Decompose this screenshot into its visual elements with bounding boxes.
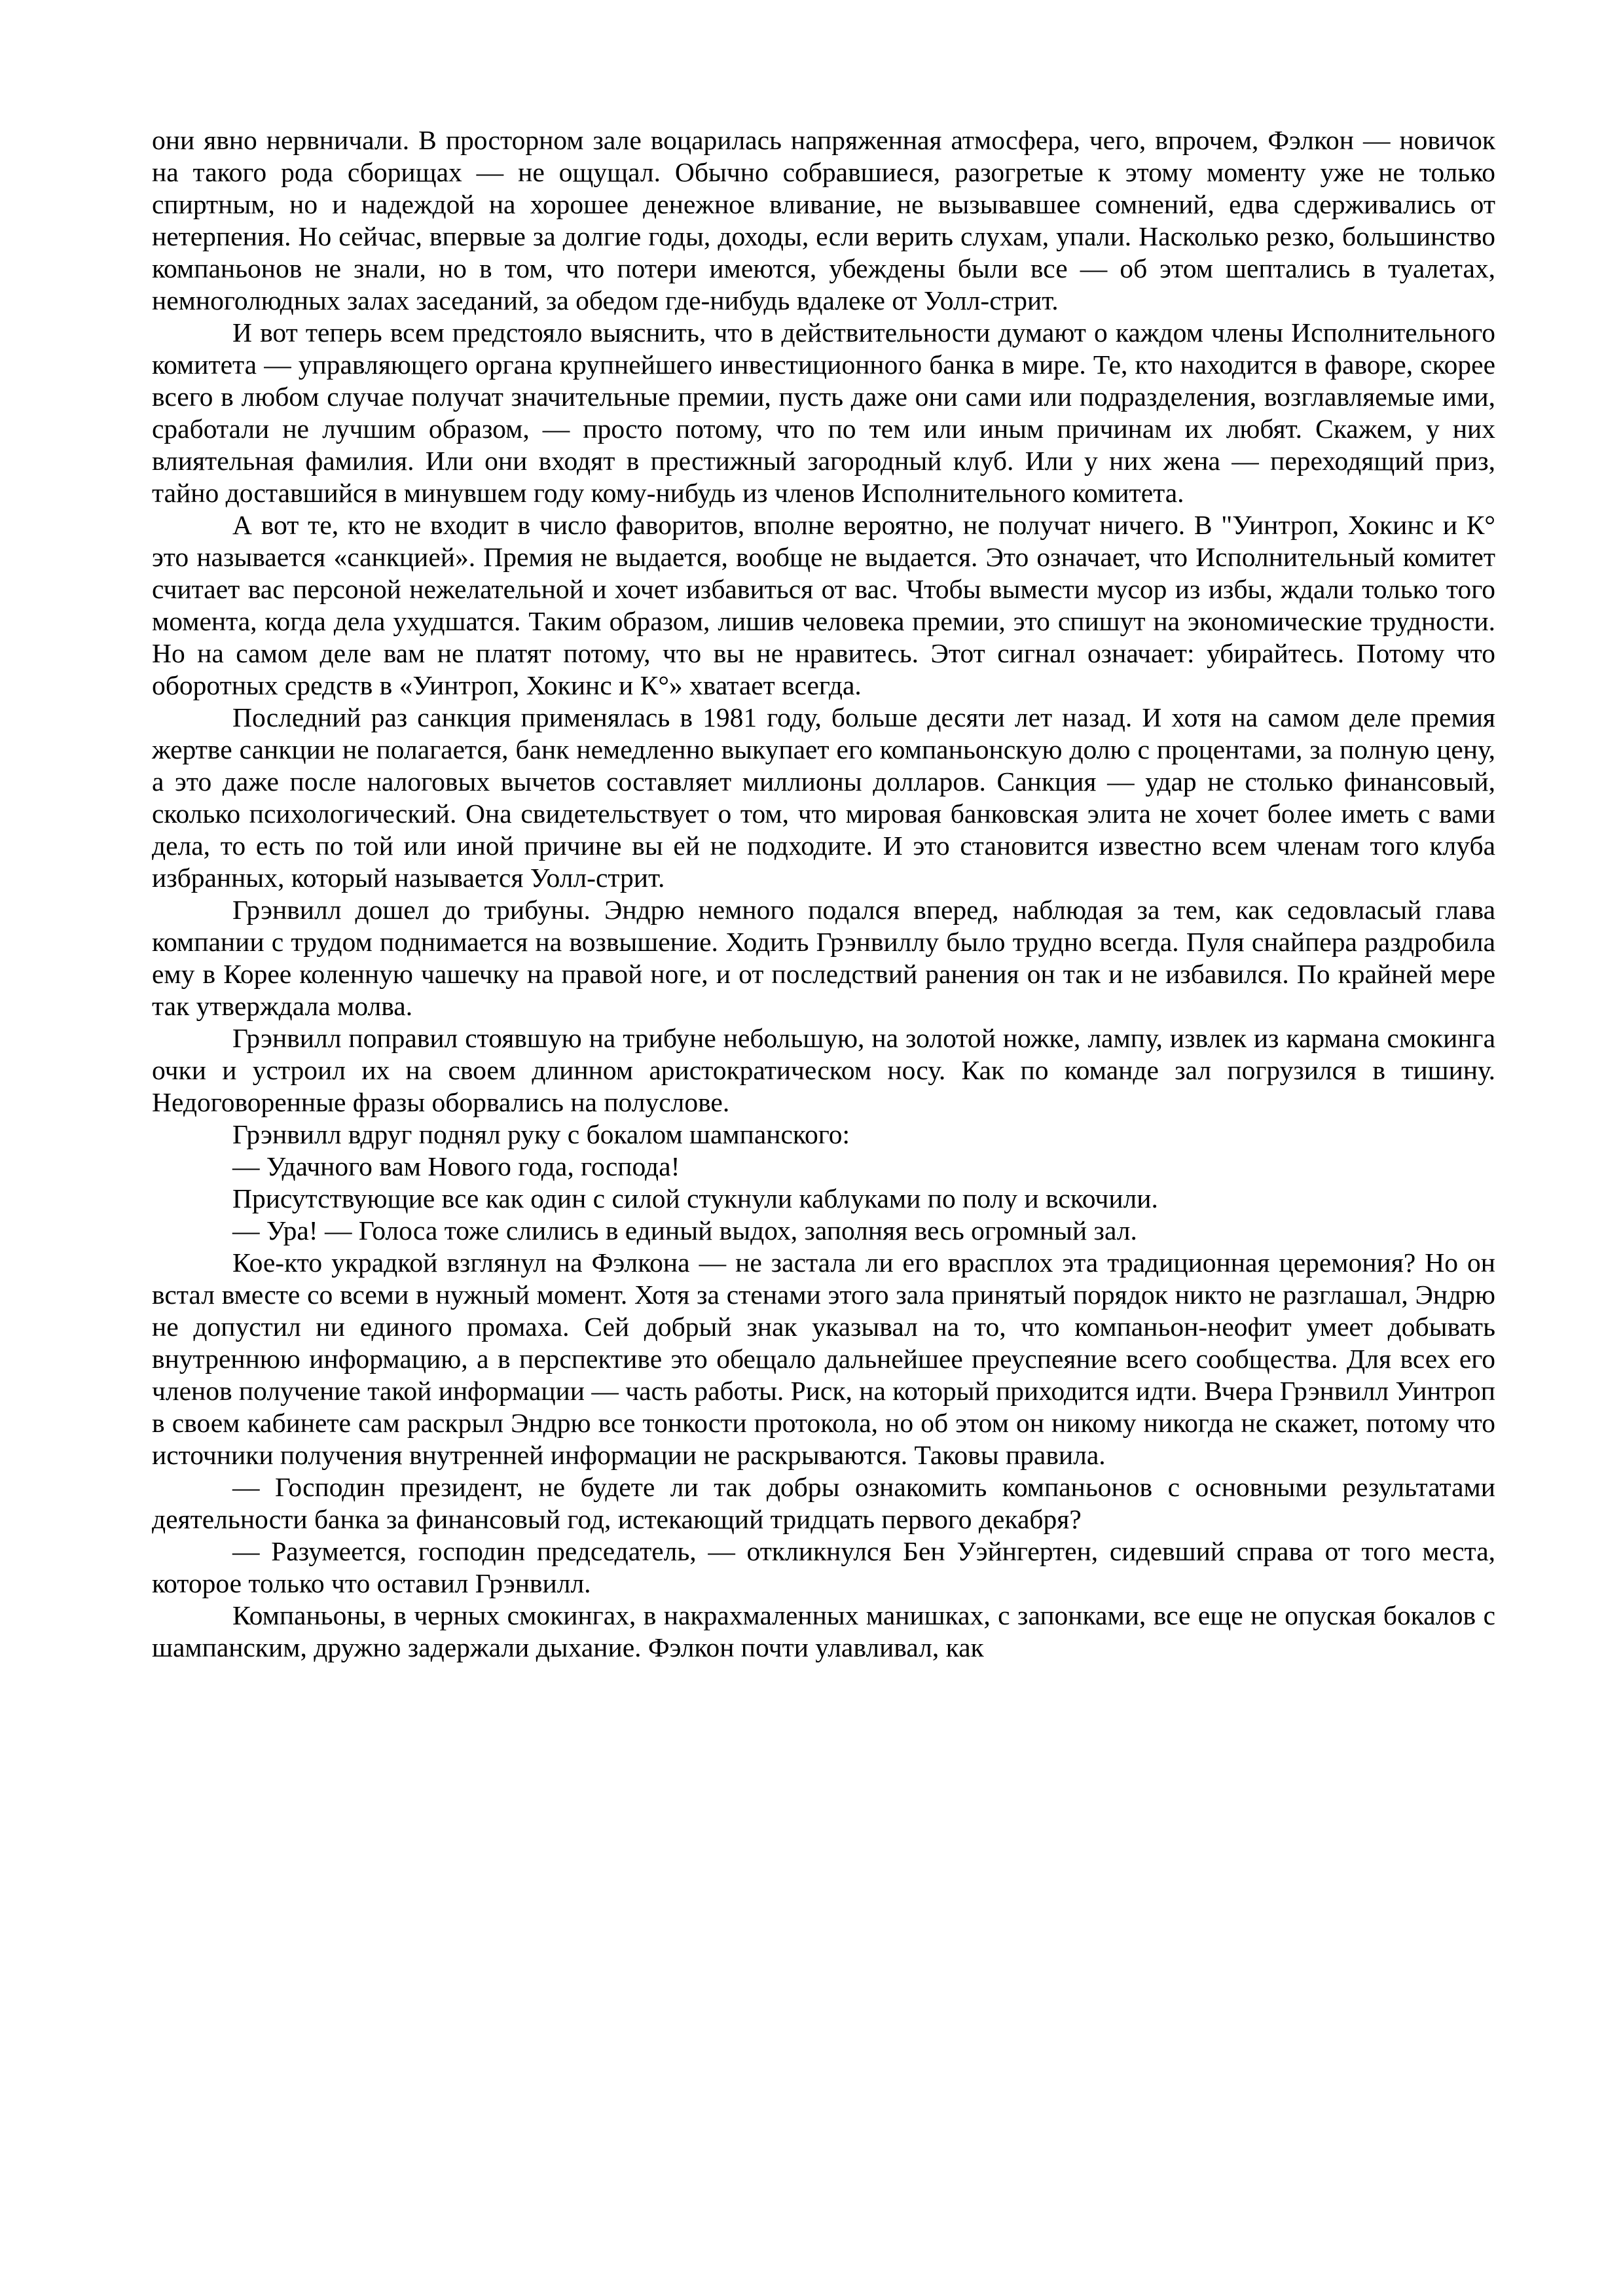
paragraph-12: — Господин президент, не будете ли так добры ознакомить компаньонов с основными результатами деятельности банка за финансовый год, истекающий тридцать первого декабря?: [152, 1472, 1495, 1534]
paragraph-14: Компаньоны, в черных смокингах, в накрахмаленных манишках, с запонками, все еще не опуская бокалов с шампанским, дружно задержали дыхание. Фэлкон почти улавливал, как: [152, 1600, 1495, 1662]
paragraph-5: Грэнвилл дошел до трибуны. Эндрю немного подался вперед, наблюдая за тем, как седовласый глава компании с трудом поднимается на возвышение. Ходить Грэнвиллу было трудно всегда. Пуля снайпера раздробила ему в Корее коленную чашечку на правой ноге, и от последствий ранения он так и не избавился. По крайней мере так утверждала молва.: [152, 895, 1495, 1021]
paragraph-4: Последний раз санкция применялась в 1981 году, больше десяти лет назад. И хотя на самом деле премия жертве санкции не полагается, банк немедленно выкупает его компаньонскую долю с процентами, за полную цену, а это даже после налоговых вычетов составляет миллионы долларов. Санкция — удар не столько финансовый, сколько психологический. Она свидетельствует о том, что мировая банковская элита не хочет более иметь с вами дела, то есть по той или иной причине вы ей не подходите. И это становится известно всем членам того клуба избранных, который называется Уолл-стрит.: [152, 702, 1495, 893]
paragraph-9: Присутствующие все как один с силой стукнули каблуками по полу и вскочили.: [232, 1183, 1158, 1213]
paragraph-1: они явно нервничали. В просторном зале воцарилась напряженная атмосфера, чего, впрочем, Фэлкон — новичок на такого рода сборищах — не ощущал. Обычно собравшиеся, разогретые к этому моменту уже не только спиртным, но и надеждой на хорошее денежное вливание, не вызывавшее сомнений, едва сдерживались от нетерпения. Но сейчас, впервые за долгие годы, доходы, если верить слухам, упали. Насколько резко, большинство компаньонов не знали, но в том, что потери имеются, убеждены были все — об этом шептались в туалетах, немноголюдных залах заседаний, за обедом где-нибудь вдалеке от Уолл-стрит.: [152, 125, 1495, 315]
paragraph-10: — Ура! — Голоса тоже слились в единый выдох, заполняя весь огромный зал.: [232, 1215, 1137, 1246]
paragraph-8: — Удачного вам Нового года, господа!: [232, 1151, 680, 1181]
paragraph-6: Грэнвилл поправил стоявшую на трибуне небольшую, на золотой ножке, лампу, извлек из кармана смокинга очки и устроил их на своем длинном аристократическом носу. Как по команде зал погрузился в тишину. Недоговоренные фразы оборвались на полуслове.: [152, 1023, 1495, 1117]
paragraph-13: — Разумеется, господин председатель, — откликнулся Бен Уэйнгертен, сидевший справа от того места, которое только что оставил Грэнвилл.: [152, 1536, 1495, 1598]
paragraph-7: Грэнвилл вдруг поднял руку с бокалом шампанского:: [232, 1119, 850, 1149]
paragraph-2: И вот теперь всем предстояло выяснить, что в действительности думают о каждом члены Исполнительного комитета — управляющего органа крупнейшего инвестиционного банка в мире. Те, кто находится в фаворе, скорее всего в любом случае получат значительные премии, пусть даже они сами или подразделения, возглавляемые ими, сработали не лучшим образом, — просто потому, что по тем или иным причинам их любят. Скажем, у них влиятельная фамилия. Или они входят в престижный загородный клуб. Или у них жена — переходящий приз, тайно доставшийся в минувшем году кому-нибудь из членов Исполнительного комитета.: [152, 317, 1495, 508]
document-page: [152, 124, 1495, 1664]
paragraph-3: А вот те, кто не входит в число фаворитов, вполне вероятно, не получат ничего. В "Уинтроп, Хокинс и К° это называется «санкцией». Премия не выдается, вообще не выдается. Это означает, что Исполнительный комитет считает вас персоной нежелательной и хочет избавиться от вас. Чтобы вымести мусор из избы, ждали только того момента, когда дела ухудшатся. Таким образом, лишив человека премии, это спишут на экономические трудности. Но на самом деле вам не платят потому, что вы не нравитесь. Этот сигнал означает: убирайтесь. Потому что оборотных средств в «Уинтроп, Хокинс и К°» хватает всегда.: [152, 510, 1495, 700]
paragraph-11: Кое-кто украдкой взглянул на Фэлкона — не застала ли его врасплох эта традиционная церемония? Но он встал вместе со всеми в нужный момент. Хотя за стенами этого зала принятый порядок никто не разглашал, Эндрю не допустил ни единого промаха. Сей добрый знак указывал на то, что компаньон-неофит умеет добывать внутреннюю информацию, а в перспективе это обещало дальнейшее преуспеяние всего сообщества. Для всех его членов получение такой информации — часть работы. Риск, на который приходится идти. Вчера Грэнвилл Уинтроп в своем кабинете сам раскрыл Эндрю все тонкости протокола, но об этом он никому никогда не скажет, потому что источники получения внутренней информации не раскрываются. Таковы правила.: [152, 1247, 1495, 1470]
